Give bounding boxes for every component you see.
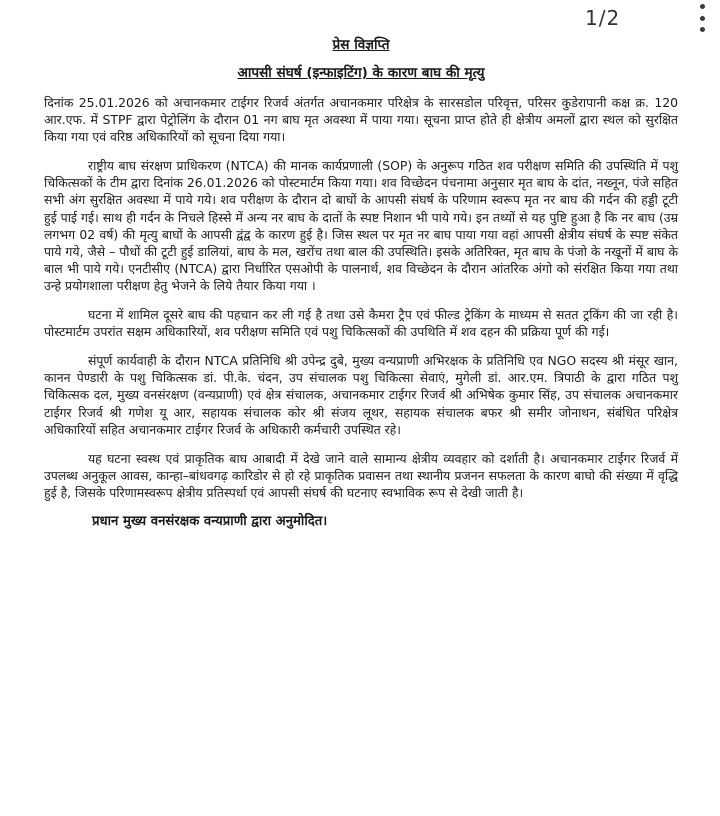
menu-dot bbox=[700, 16, 705, 21]
paragraph-conclusion: यह घटना स्वस्थ एवं प्राकृतिक बाघ आबादी में देखे जाने वाले सामान्य क्षेत्रीय व्यवहार को दर्शाती है। अचानकमार टाईगर रिजर्व में उपलब्ध अनुकूल आवस, कान्हा–बांधवगढ़ कारिडोर से हो रहे प्राकृतिक प्रवासन तथा स्थानीय प्रजनन सफलता के कारण बाघो की संख्या में वृद्धि हुई है, जिसके परिणामस्वरूप क्षेत्रीय प्रतिस्पर्धा एवं आपसी संघर्ष की घटनाए स्वभाविक रूप से देखी जाती है। bbox=[44, 450, 678, 500]
viewer-toolbar bbox=[0, 0, 720, 36]
more-vertical-icon[interactable] bbox=[690, 2, 714, 34]
paragraph-tracking: घटना में शामिल दूसरे बाघ की पहचान कर ली गई है तथा उसे कैमरा ट्रैप एवं फील्ड ट्रेकिंग के माध्यम से सतत ट्रकिंग की जा रही है। पोस्टमार्टम उपरांत सक्षम अधिकारियों, शव परीक्षण समिति एवं पशु चिकित्सकों की उपथिति में शव दहन की प्रक्रिया पूर्ण की गई। bbox=[44, 307, 678, 340]
document-subtitle: आपसी संघर्ष (इन्फाइटिंग) के कारण बाघ की मृत्यु bbox=[237, 65, 485, 81]
approval-line: प्रधान मुख्य वनसंरक्षक वन्यप्राणी द्वारा अनुमोदित। bbox=[92, 513, 328, 529]
menu-dot bbox=[700, 4, 705, 9]
page-indicator: 1/2 bbox=[585, 6, 621, 30]
menu-dot bbox=[700, 27, 705, 32]
document-title: प्रेस विज्ञप्ति bbox=[332, 37, 390, 53]
paragraph-incident: दिनांक 25.01.2026 को अचानकमार टाईगर रिजर्व अंतर्गत अचानकमार परिक्षेत्र के सारसडोल परिवृत्त, परिसर कुडेरापानी कक्ष क्र. 120 आर.एफ. में STPF द्वारा पेट्रोलिंग के दौरान 01 नग बाघ मृत अवस्था में पाया गया। सूचना प्राप्त होते ही क्षेत्रीय अमलों द्वारा स्थल को सुरक्षित किया गया एवं वरिष्ठ अधिकारियों को सूचना दिया गया। bbox=[44, 95, 678, 145]
paragraph-postmortem: राष्ट्रीय बाघ संरक्षण प्राधिकरण (NTCA) की मानक कार्यप्रणाली (SOP) के अनुरूप गठित शव परीक्षण समिति की उपस्थिति में पशु चिकित्सकों के टीम द्वारा दिनांक 26.01.2026 को पोस्टमार्टम किया गया। शव विच्छेदन पंचनामा अनुसार मृत बाघ के दांत, नख्नून, पंजे सहित सभी अंग सुरक्षित अवस्था में पाये गये। शव परीक्षण के दौरान दो बाघों के आपसी संघर्ष के परिणाम स्वरूप मृत नर बाघ की गर्दन की हड्डी टूटी हुई पाई गई। साथ ही गर्दन के निचले हिस्से में अन्य नर बाघ के दातों के स्पष्ट निशान भी पाये गये। इन तथ्यों से यह पुष्टि हुआ है कि नर बाघ (उम्र लगभग 02 वर्ष) की मृत्यु बाघों के आपसी द्वंद्व के कारण हुई है। जिस स्थल पर मृत नर बाघ पाया गया वहां आपसी क्षेत्रीय संघर्ष के स्पष्ट संकेत पाये गये, जैसे – पौधों की टूटी हुई डालियां, बाघ के मल, खरोंच तथा बाल की उपस्थिति। इसके अतिरिक्त, मृत बाघ के पंजो के नखूनों में बाघ के बाल भी पाये गये। एनटीसीए (NTCA) द्वारा निर्धारित एसओपी के पालनार्थ, शव विच्छेदन के दौरान आंतरिक अंगो को संरक्षित किया गया तथा उन्हे प्रयोगशाला परीक्षण हेतु भेजने के लिये तैयार किया गया । bbox=[44, 158, 678, 293]
paragraph-attendees: संपूर्ण कार्यवाही के दौरान NTCA प्रतिनिधि श्री उपेन्द्र दुबे, मुख्य वन्यप्राणी अभिरक्षक के प्रतिनिधि एव NGO सदस्य श्री मंसूर खान, कानन पेण्डारी के पशु चिकित्सक डां. पी.के. चंदन, उप संचालक पशु चिकित्सा सेवाएं, मुगेली डां. आर.एम. त्रिपाठी के द्वारा गठित पशु चिकित्सक दल, मुख्य वनसंरक्षण (वन्यप्राणी) एवं क्षेत्र संचालक, अचानकमार टाईगर रिजर्व श्री अभिषेक कुमार सिंह, उप संचालक अचानकमार टाईगर रिजर्व श्री गणेश यू आर, सहायक संचालक कोर श्री संजय लूथर, सहायक संचालक बफर श्री समीर जोनाथन, संबंधित परिक्षेत्र अधिकारियों सहित अचानकमार टाईगर रिजर्व के अधिकारी कर्मचारी उपस्थित रहे। bbox=[44, 353, 678, 437]
document-page bbox=[44, 34, 678, 530]
